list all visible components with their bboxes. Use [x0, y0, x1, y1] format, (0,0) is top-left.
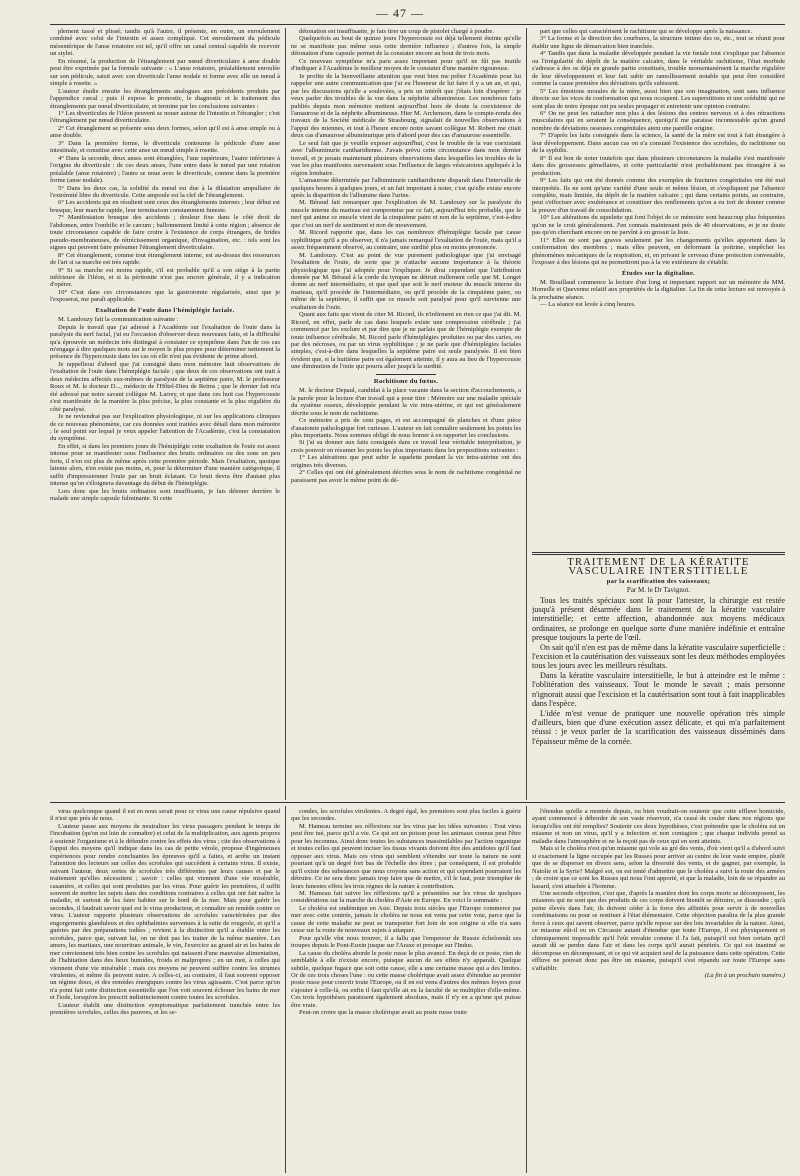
- col-a-bottom: [50, 316, 280, 502]
- paragraph: 7° D'après les faits consignés dans la science, la santé de la mère est tout à fait étrangère à leur développement. Dans aucun cas on n'a constaté l'existence des scrofules, du rachitisme ou de la syphilis.: [532, 132, 785, 155]
- paragraph: 10° C'est dans ces circonstances que la gastrotomie régularisée, ainsi que je l'exposerai, me paraît applicable.: [50, 288, 280, 304]
- paragraph: M. Landouzy fait la communication suivante :: [58, 316, 179, 324]
- paragraph: 9° Les faits qui ont été donnés comme des exemples de fractures congénitales ont été mal interprétés. Ils ne sont qu'une variété d'une seule et même lésion, et s'expliquent par l'absence complète, mais limitée, du dépôt de la matière calcaire ; qui dans certains points, au contraire, peut s'effectuer avec exubérance et constituer des renflements qu'on a eu tort de donner comme la preuve d'un travail de consolidation.: [532, 177, 785, 214]
- column-rule-1: [285, 28, 286, 800]
- paragraph: condes, les scrofules virulentes. A degré égal, les premières sont plus faciles à guérir que les secondes.: [291, 808, 521, 823]
- article-title: TRAITEMENT DE LA KÉRATITE VASCULAIRE INTERSTITIELLE: [567, 557, 750, 578]
- paragraph: 1° Les diverticules de l'iléon peuvent se nouer autour de l'intestin et l'étrangler ; c'est l'étranglement par nœud diverticulaire.: [50, 109, 280, 125]
- paragraph: Depuis le travail que j'ai adressé à l'Académie sur l'exaltation de l'ouïe dans la paralysie du nerf facial, j'ai eu l'occasion d'observer deux nouveaux faits, et la difficulté qu'a éprouvée un médecin très distingué à constater ce symptôme dans l'un de ces cas m'engage à dire quelques mots sur le moyen le plus propre pour déterminer nettement la présence de l'hypercousie dans les cas où elle n'est pas évidente de prime abord.: [50, 323, 280, 361]
- paragraph: L'auteur passe aux moyens de neutraliser les virus passagers pendant le temps de l'incubation (qu'on est loin de connaître) et celui de la multiplication, aux agents propres à soutenir l'organisme et à le défendre contre les effets des virus ; cite des observations à l'appui des moyens qu'il indique dans les cas de petite vérole, propose d'ingénieuses expériences pour rendre concluantes les épreuves qu'il a faites, et arrête un instant l'attention des lecteurs sur celles des scrofules qui succèdent à certains virus. Il existe, suivant l'auteur, deux sortes de scrofules très différentes par leurs causes et par le traitement qu'elles nécessitent ; savoir : celles qui viennent d'une vie misérable, casanière, et celles qui sont produites par les virus. Pour guérir les premières, il suffit souvent de mettre les sujets dans des conditions contraires à celles qui ont fait naître la maladie, et surtout de les faire habiter sur le bord de la mer. Mais pour guérir les secondes, il faudrait savoir quel est le virus producteur, et connaître un remède contre ce virus. L'auteur rapporte plusieurs observations de scrofules caractérisées par des engorgements glanduleux et des ophthalmies survenues à la suite de rougeole, et qu'il a guéries par des préparations iodées ; revient à la distinction qu'il a établie entre les scrofules, parce que, suivant lui, on ne doit pas les traiter de la même manière. Les amers, les martiaux, une nourriture animale, le vin, l'exercice au grand air et les bains de mer conviennent très bien contre les scrofules qui naissent d'une mauvaise alimentation, de l'habitation dans des lieux humides, froids et malpropres ; en un mot, à celles qui viennent d'une vie misérable ; mais ces moyens ne peuvent suffire contre les strumes virulentes, et même ils peuvent nuire. A celles-ci, au contraire, il faut souvent opposer un régime doux, et des remèdes énergiques contre les virus agissants. C'est parce qu'on n'a point fait cette distinction essentielle que l'on voit souvent échouer les bains de mer et l'iode, lorsqu'on les prescrit indistinctement contre toutes les scrofules.: [50, 822, 280, 1002]
- paragraph: Tous les traités spéciaux sont là pour l'attester, la chirurgie est restée jusqu'à présent désarmée dans le traitement de la kératite vasculaire interstitielle; et cette affection, abandonnée aux moyens médicaux ordinaires, se prolonge en quelque sorte d'une manière indéfinie et entraîne presque toujours la perte de l'œil.: [532, 595, 785, 643]
- paragraph: 3° Dans la première forme, le diverticule contourne le pédicule d'une anse intestinale, et constitue avec cette anse un nœud simple à rosette.: [50, 139, 280, 155]
- paragraph: Une seconde objection, c'est que, d'après la manière dont les corps morts se décomposent, les miasmes qui ne sont que des produits de ces corps doivent bientôt se détruire, se dissoudre ; qu'à peine élevés dans l'air, ils doivent céder à la force des affinités pour servir à de nouvelles combinaisons ou pour se restituer à l'état élémentaire. Cette objection paraîtra de la plus grande force à ceux qui savent observer, parce qu'elle repose sur des lois invariables de la nature. Ainsi, ce miasme eût-il eu en Circassie autant d'étendue que toute l'Europe, il est physiquement et chimiquement impossible qu'il l'eût envahie comme il l'a fait, puisqu'il est bien certain qu'il aurait dû se perdre dans l'air et dans les corps qu'il aurait pénétrés. Ce qui est inanimé se décompose en décomposant, et ce qui vit acquiert seul de la puissance dans cette opération. Cette effluve ne pouvait donc pas être un miasme, puisqu'il s'est répandu sur toute l'Europe sans s'affaiblir.: [532, 889, 785, 972]
- paragraph: Quelquefois au bout de quinze jours l'hypercousie est déjà tellement éteinte qu'elle ne se manifeste pas même sous cette dernière influence ; d'autres fois, la simple détonation d'une capsule permet de la constater encore au bout de trois mois.: [291, 35, 521, 58]
- col-c-top: [532, 28, 785, 267]
- paragraph: 1° Les altérations que peut subir le squelette pendant la vie intra-utérine ont des origines très diverses.: [291, 454, 521, 469]
- page-number: — 47 —: [376, 6, 424, 20]
- paragraph: On sait qu'il n'en est pas de même dans la kératite vasculaire superficielle : l'excision et la cautérisation des vaisseaux sont les deux méthodes employées tous les jours avec les meilleurs résultats.: [532, 642, 785, 671]
- paragraph: Ce nouveau symptôme m'a paru assez important pour qu'il ne fût pas inutile d'indiquer à l'Académie le meilleur moyen de le constater d'une manière rigoureuse.: [291, 57, 521, 73]
- column-c: [532, 28, 785, 548]
- column-f: [291, 808, 521, 1173]
- paragraph: M. Béraud fait remarquer que l'explication de M. Landouzy sur la paralysie du muscle interne du marteau est compromise par ce fait, aujourd'hui très probable, que le nerf qui anime ce muscle vient de la cinquième paire et non de la septième, c'est-à-dire que c'est un nerf de sentiment et non de mouvement.: [291, 199, 521, 229]
- paragraph: Le seul fait que je veuille exposer aujourd'hui, c'est le trouble de la vue coexistant avec l'albuminurie cantharidienne. J'avais prévu cette circonstance dans mon dernier travail, et je posais maintenant plusieurs observations dans lesquelles les troubles de la vue les plus manifestes survenaient sous l'influence de larges vésicatoires appliqués à la région lombaire.: [291, 139, 521, 177]
- section-heading-rachitisme: Rachitisme du fœtus.: [373, 377, 439, 385]
- paragraph: Si j'ai su donner aux faits consignés dans ce travail leur véritable interprétation, je crois pouvoir en résumer les points les plus importants dans les propositions suivantes :: [291, 439, 521, 454]
- paragraph: 7° Manifestation brusque des accidents ; douleur fixe dans le côté droit de l'abdomen, entre l'ombilic et le cæcum ; ballonnement limité à cette région ; absence de toute circonstance capable de faire croire à l'existence de corps étrangers, de brides pseudo-membraneuses, de rétrécissement organique, d'invagination, etc. : tels sont les signes qui peuvent faire présumer l'étranglement diverticulaire.: [50, 214, 280, 252]
- paragraph: 3° La forme et la direction des courbures, la structure intime des os, etc., tout se réunit pour établir une ligne de démarcation bien tranchée.: [532, 35, 785, 50]
- paragraph: M. le docteur Depaul, candidat à la place vacante dans la section d'accouchements, a la parole pour la lecture d'un travail qui a pour titre : Mémoire sur une maladie spéciale du système osseux, développée pendant la vie intra-utérine, et qui est généralement décrite sous le nom de rachitisme.: [291, 387, 521, 417]
- paragraph: Dans la kératite vasculaire interstitielle, le but à atteindre est le même : l'oblitération des vaisseaux. Tout le monde le savait ; mais personne n'ignorait aussi que l'excision et la cautérisation sont tout à fait inapplicables dans l'espèce.: [532, 670, 785, 709]
- paragraph: Quant aux faits que vient de citer M. Ricord, ils n'infirment en rien ce que j'ai dit. M. Ricord, en effet, parle de cas dans lesquels existe une compression cérébrale ; j'ai commencé par les exclure et par dire que je ne parlais que de l'hémiplégie exempte de toute influence cérébrale. M. Ricord parle d'hémiplégies produites ou par des caries, ou par des nécroses, ou par un virus syphilitique ; je ne parle que d'hémiplégies faciales simples, c'est-à-dire dans lesquelles la septième paire est seule paralysée. Il est bien évident que, si la huitième paire est également atteinte, il y aura au lieu de l'hypercousie une diminution de l'ouïe qui pourra aller jusqu'à la surdité.: [291, 311, 521, 371]
- column-e: [50, 808, 280, 1173]
- small-rule: [376, 374, 436, 375]
- paragraph: 4° Dans la seconde, deux anses sont étranglées, l'une supérieure, l'autre inférieure à l'origine du diverticule : de ces deux anses, l'une entre dans le nœud par une rotation préalable (anse rotatoire) ; l'autre se noue avec le diverticule, comme dans la première forme (anse nodale).: [50, 154, 280, 185]
- column-b: [291, 28, 521, 798]
- paragraph: M. Ricord rapporte que, dans les cas nombreux d'hémiplégie faciale par cause syphilitique qu'il a pu observer, il n'a jamais remarqué l'exaltation de l'ouïe, mais qu'il a assez fréquemment observé, au contraire, une surdité plus ou moins prononcée.: [291, 229, 521, 252]
- paragraph: Mais si le choléra n'est qu'un miasme qui vole au gré des vents, d'où vient qu'il a d'abord suivi si exactement la ligne occupée par les Russes pour arriver au centre de leur vaste empire, plutôt que de se disperser en divers sens, selon la diversité des vents, et de gagner, par exemple, la Natolie et la Syrie? Malgré soi, on est tenté d'admettre que le choléra a suivi la route des armées ; de croire que ce sont les Russes qui nous l'ont apporté, et que la maladie, loin de se répandre au hasard, s'est attachée à l'homme.: [532, 845, 785, 890]
- col-b-top: [291, 28, 521, 371]
- paragraph: En résumé, la production de l'étranglement par nœud diverticulaire à anse double peut être exprimée par la formule suivante : « L'anse rotatoire, préalablement enroulée sur son pédicule, saisit avec son diverticule l'anse nodale et forme avec elle un nœud à simple à rosette. »: [50, 57, 280, 88]
- paragraph: Je profite de la bienveillante attention que veut bien me prêter l'Académie pour lui rappeler une autre communication que j'ai eu l'honneur de lui faire il y a un an, et qui, par les discussions qu'elle a soulevées, a pris un intérêt que j'étais loin d'espérer : je veux parler des troubles de la vue dans la néphrite albumineuse. Les nombreux faits publiés depuis mon mémoire mettent aujourd'hui hors de doute la coexistence de l'amaurose et de la néphrite albumineuse. Hier M. Archenson, dans le compte-rendu des travaux de la Société médicale de Strasbourg, signalait de nouvelles observations à l'appui des miennes, et tout à l'heure encore notre savant collègue M. Robert me citait deux cas d'amaurose albuminurique pris d'abord pour des cas d'amaurose essentielle.: [291, 72, 521, 140]
- paragraph: M. Bouillaud commence la lecture d'un long et important rapport sur un mémoire de MM. Homolle et Quevenne relatif aux propriétés de la digitaline. La fin de cette lecture est renvoyée à la prochaine séance.: [532, 278, 785, 301]
- paragraph: 2° Celles qui ont été généralement décrites sous le nom de rachitisme congénital ne paraissent pas avoir le même point de dé-: [291, 469, 521, 484]
- column-d-article: [532, 548, 785, 800]
- paragraph: Je rappellerai d'abord que j'ai consigné dans mon mémoire huit observations de l'exaltation de l'ouïe dans l'hémiplégie faciale ; que deux de ces observations ont trait à deux médecins affectés eux-mêmes de paralysie de la septième paire, M. le professeur Roux et M. le docteur D..., médecin de l'Hôtel-Dieu de Reims ; que le dernier fait m'a été adressé par notre savant collègue M. Larrey, et que dans ces huit cas l'hypercousie s'est manifestée de la manière la plus précise, la plus constante et la plus régulière du côté paralysé.: [50, 360, 280, 413]
- paragraph: La cause du choléra aborde le poste russe le plus avancé. En deçà de ce poste, rien de semblable à elle n'existe encore, puisque aucun de ses effets n'y apparaît. Quelque subtile, quelque fugace que soit cette cause, elle a une certaine masse qui a des limites. Or de ces trois choses l'une : ou cette masse cholérique avait assez d'étendue au premier poste russe pour couvrir toute l'Europe, ou il en est venu d'autres des mêmes foyers pour s'ajouter à celle-là, ou enfin il faut qu'elle ait eu la faculté de se multiplier d'elle-même. Ces trois hypothèses paraissent également absolues, mais il n'y en a qu'une qui puisse être vraie.: [291, 949, 521, 1009]
- paragraph: — La séance est levée à cinq heures.: [540, 301, 636, 309]
- paragraph: 10° Les altérations du squelette qui font l'objet de ce mémoire sont beaucoup plus fréquentes qu'on ne le croit généralement. J'en connais maintenant près de 40 observations, et je ne doute pas qu'en cherchant encore on ne parvînt à en grossir la liste.: [532, 214, 785, 237]
- paragraph: 8° Cet étranglement, comme tout étranglement interne, est au-dessus des ressources de l'art si sa marche est très rapide.: [50, 251, 280, 267]
- paragraph: part que celles qui caractérisent le rachitisme qui se développe après la naissance.: [540, 28, 753, 35]
- paragraph: M. Hameau fait suivre les réflexions qu'il a présentées sur les virus de quelques considérations sur la marche du choléra d'Asie en Europe. En voici le sommaire :: [291, 889, 521, 905]
- paragraph: 8° Il est bon de noter toutefois que dans plusieurs circonstances la maladie s'est manifestée dans des grossesses gémellaires, et cette particularité n'est probablement pas étrangère à sa production.: [532, 154, 785, 177]
- paragraph: En effet, si dans les premiers jours de l'hémiplégie cette exaltation de l'ouïe est assez intense pour se manifester sous l'influence des bruits ordinaires ou des sons un peu forts, il n'en est plus de même après cette première période. Mais l'exaltation, quoique latente alors, n'en existe pas moins, et, pour la déterminer d'une manière catégorique, il suffit d'impressionner l'ouïe par un bruit éclatant. Ce bruit devra être d'autant plus intense qu'on s'éloignera davantage du début de l'hémiplégie.: [50, 442, 280, 488]
- paragraph: L'amaurose déterminée par l'albuminurie cantharidienne disparaît dans l'intervalle de quelques heures à quelques jours, et un fait important à noter, c'est qu'elle existe encore après la disparition de l'albumine dans l'urine.: [291, 177, 521, 199]
- paragraph: l'étendue qu'elle a montrée depuis, ou bien voudrait-on soutenir que cette effluve homicide, ayant commencé à déborder de son vaste réservoir, n'a cessé de couler dans nos régions que lorsqu'elles ont été remplies? Soutenir ces deux hypothèses, c'est prétendre que le choléra est un miasme et non un virus, qu'il y a infection et non contagion ; que chaque individu prend sa maladie dans l'atmosphère et ne la reçoit pas de ceux qui en sont atteints.: [532, 808, 785, 845]
- paragraph: 6° Les accidents qui en résultent sont ceux des étranglements internes ; leur début est brusque, leur marche rapide, leur terminaison constamment funeste.: [50, 199, 280, 214]
- paragraph: détonation est insuffisante, je fais tirer un coup de pistolet chargé à poudre.: [299, 28, 495, 35]
- paragraph: M. Landouzy. C'est au point de vue purement pathologique que j'ai envisagé l'exaltation de l'ouïe, de sorte que je n'attache aucune importance à la théorie physiologique que j'ai adoptée pour l'expliquer. Je dirai cependant que l'attribution donnée par M. Béraud à la corde du tympan ne détruit nullement celle que M. Longet donne au nerf intermédiaire, et que quel que soit le nerf moteur du muscle interne du marteau, qu'il procède de l'intermédiaire, ou qu'il procède de la cinquième paire, ou même de la septième, il suffit que ce muscle soit paralysé pour qu'il survienne une exaltation de l'ouïe.: [291, 251, 521, 311]
- paragraph: L'auteur établit une distinction symptomatique parfaitement tranchée entre les premières scrofules, celles des pauvres, et les se-: [50, 1001, 280, 1017]
- paragraph: 9° Si sa marche est moins rapide, s'il est probable qu'il a son siège à la partie inférieure de l'iléon, et si la péritonite n'est pas encore générale, il y a indication d'opérer.: [50, 266, 280, 289]
- paragraph: 6° On ne peut les rattacher non plus à des lésions des centres nerveux et à des rétractions musculaires qui en seraient la conséquence, quoiqu'il me paraisse incontestable qu'un grand nombre de déviations osseuses congénitales aient une pareille origine.: [532, 109, 785, 132]
- article-subtitle: par la scarification des vaisseaux;: [606, 577, 711, 585]
- section-heading-ouie: Exaltation de l'ouïe dans l'hémiplégie faciale.: [95, 306, 235, 314]
- column-a: [50, 28, 280, 798]
- paragraph: L'idée m'est venue de pratiquer une nouvelle opération très simple d'ailleurs, bien que d'une exécution assez délicate, et qui m'a parfaitement réussi : je veux parler de la scarification des vaisseaux disséminés dans l'épaisseur même de la cornée.: [532, 708, 785, 746]
- paragraph: Peut-on croire que la masse cholérique avait au poste russe toute: [299, 1009, 467, 1017]
- column-rule-4: [526, 806, 527, 1173]
- section-heading-digitaline: Études sur la digitaline.: [621, 269, 696, 277]
- section-divider: [50, 802, 785, 803]
- column-rule-2: [526, 28, 527, 800]
- paragraph: M. Hameau termine ses réflexions sur les virus par les idées suivantes : Tout virus peut être tué, parce qu'il a vie. Ce qui est un poison pour les animaux connus peut l'être pour les inconnus. Ainsi donc toutes les substances inassimilables par l'action organique et toutes celles qui peuvent inciser les tissus vivants doivent être des antidotes qu'il faut opposer aux virus. Mais ces virus qui semblent s'étendre sur toute la nature ne sont pourtant qu'à un degré fort bas de l'échelle des êtres ; par conséquent, il est probable qu'il existe des substances que nous croyons sans action et qui cependant pourraient les détruire. Ce ne sera donc jamais trop faire que de mettre, s'il le faut, pour triompher de leurs funestes effets les trois règnes de la nature à contribution.: [291, 822, 521, 890]
- paragraph: plement tassé et plissé; tandis qu'à l'autre, il présente, en outre, un enroulement combiné avec celui de l'intestin et assez compliqué. Cet enroulement du pédicule mésentérique de l'anse rotatoire est tel, qu'il offre un canal central capable de recevoir un stylet.: [50, 28, 280, 58]
- paragraph: 11° Elles ne sont pas graves seulement par les changements qu'elles apportent dans la conformation des membres ; mais elles peuvent, en déformant la poitrine, empêcher les phénomènes mécaniques de la respiration, et, en privant le cerveau d'une protection convenable, l'exposer à des lésions qui ne permettront pas à la vie extérieure de s'établir.: [532, 236, 785, 267]
- column-g: [532, 808, 785, 1173]
- double-rule: [532, 552, 785, 555]
- paragraph: 2° Cet étranglement se présente sous deux formes, selon qu'il est à anse simple ou à anse double.: [50, 124, 280, 140]
- paragraph: 5° Les émotions morales de la mère, aussi bien que son imagination, sont sans influence directe sur les vices de conformation qui nous occupent. Les superstitions et une crédulité qui ne sont plus de notre époque ont pu seules propager et entretenir une opinion contraire.: [532, 87, 785, 110]
- paragraph: Le choléra est endémique en Asie. Depuis trois siècles que l'Europe commerce par mer avec cette contrée, jamais le choléra ne nous est venu par cette voie, parce que la cause de cette maladie ne peut se transporter fort loin de son origine si elle n'a sans cesse sur la route de nouveaux sujets à attaquer.: [291, 904, 521, 935]
- col-g-body: [532, 808, 785, 972]
- col-b-bottom: [291, 387, 521, 484]
- col-c-bottom: [532, 279, 785, 309]
- article-body: [532, 596, 785, 747]
- article-byline: Par M. le Dr Tavignot.: [626, 586, 691, 595]
- paragraph: Pour qu'elle vînt nous trouver, il a fallu que l'empereur de Russie échelonnât ses troupes depuis le Pont-Euxin jusque sur l'Araxe et presque sur l'Indus.: [291, 934, 521, 950]
- paragraph: virus quelconque quand il est en nous serait pour ce virus une cause répulsive quand il n'est que près de nous.: [50, 808, 280, 823]
- paragraph: 4° Tandis que dans la maladie développée pendant la vie fœtale tout s'explique par l'absence ou l'irrégularité du dépôt de la matière calcaire, dans le véritable rachitisme, l'état morbide s'adresse à des os déjà en grande partie constitués, trouble momentanément la marche régulière de leur développement et leur fait subir un ramollissement notable qui peut être considéré comme la cause première des déviations qu'ils subissent.: [532, 50, 785, 88]
- paragraph: Je ne reviendrai pas sur l'explication physiologique, ni sur les applications cliniques de ce nouveau phénomène, car ces données sont traitées avec détail dans mon mémoire ; le seul point sur lequel je veux appeler l'attention de l'Académie, c'est la constatation du symptôme.: [50, 413, 280, 443]
- column-rule-3: [285, 806, 286, 1173]
- paragraph: Ce mémoire a pris de cent pages, et est accompagné de planches et d'une pièce d'anatomie pathologique fort curieuse. L'auteur en fait connaître seulement les points les plus importants. Nous sommes obligé de nous borner à en rapporter les conclusions.: [291, 417, 521, 440]
- paragraph: 5° Dans les deux cas, la solidité du nœud est due à la dilatation ampullaire de l'extrémité libre du diverticule. Cette ampoule est la clef de l'étranglement.: [50, 184, 280, 199]
- col-a-top: [50, 28, 280, 304]
- paragraph: Lors donc que les bruits ordinaires sont insuffisants, je fais détoner derrière le malade une simple capsule fulminante. Si cette: [50, 487, 280, 503]
- continuation-note: (La fin à un prochain numéro.): [704, 971, 785, 979]
- top-rule: [50, 24, 785, 25]
- paragraph: L'auteur étudie ensuite les étranglements analogues aux précédents produits par l'appendice cæcal ; puis il expose le pronostic, le diagnostic et le traitement des étranglements par nœud diverticulaire, et termine par les conclusions suivantes :: [50, 87, 280, 110]
